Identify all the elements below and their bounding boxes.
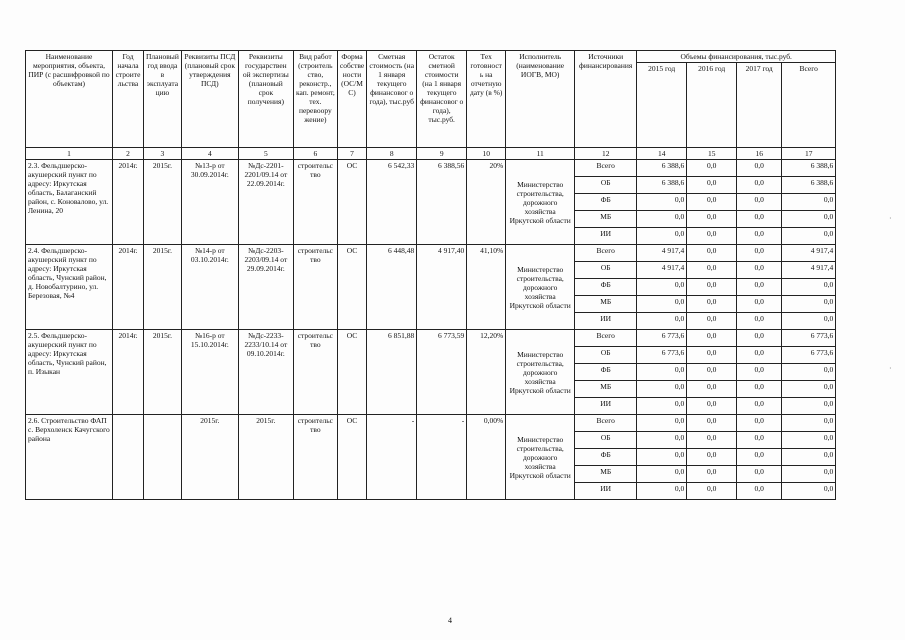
value-2015: 0,0 xyxy=(637,415,687,432)
funding-source: ФБ xyxy=(575,194,637,211)
object-name: 2.4. Фельдшерско-акушерский пункт по адресу: Иркутская область, Чунский район, д. Новобалтурино, ул. Березовая, №4 xyxy=(26,245,113,330)
value-total: 0,0 xyxy=(782,364,836,381)
value-2017: 0,0 xyxy=(737,262,782,279)
ownership: ОС xyxy=(337,160,366,245)
funding-source: ФБ xyxy=(575,279,637,296)
funding-source: ФБ xyxy=(575,449,637,466)
value-2016: 0,0 xyxy=(687,432,737,449)
value-2017: 0,0 xyxy=(737,194,782,211)
value-2017: 0,0 xyxy=(737,211,782,228)
column-number: 17 xyxy=(782,148,836,160)
funding-source: Всего xyxy=(575,415,637,432)
column-number: 15 xyxy=(687,148,737,160)
planned-year: 2015г. xyxy=(144,330,182,415)
value-total: 4 917,4 xyxy=(782,262,836,279)
work-type: строительс тво xyxy=(293,330,337,415)
value-2016: 0,0 xyxy=(687,160,737,177)
value-2015: 0,0 xyxy=(637,466,687,483)
value-total: 0,0 xyxy=(782,296,836,313)
page-number: 4 xyxy=(448,616,452,625)
value-total: 0,0 xyxy=(782,211,836,228)
executor: Министерство строительства, дорожного хозяйства Иркутской области xyxy=(506,160,575,245)
value-total: 0,0 xyxy=(782,466,836,483)
planned-year: 2015г. xyxy=(144,160,182,245)
value-2017: 0,0 xyxy=(737,449,782,466)
header-funding-group: Объемы финансирования, тыс.руб. xyxy=(637,51,836,63)
estimated-cost: 6 851,88 xyxy=(367,330,417,415)
value-2015: 6 773,6 xyxy=(637,347,687,364)
financing-table xyxy=(25,50,836,500)
executor: Министерство строительства, дорожного хозяйства Иркутской области xyxy=(506,245,575,330)
start-year xyxy=(113,415,144,500)
value-2015: 0,0 xyxy=(637,194,687,211)
estimated-cost: 6 542,33 xyxy=(367,160,417,245)
value-2017: 0,0 xyxy=(737,279,782,296)
value-2015: 6 388,6 xyxy=(637,160,687,177)
value-total: 6 773,6 xyxy=(782,347,836,364)
value-total: 6 388,6 xyxy=(782,177,836,194)
value-2016: 0,0 xyxy=(687,364,737,381)
ownership: ОС xyxy=(337,415,366,500)
header-work-type: Вид работ (строитель ство, реконстр., кап. ремонт, тех. перевоору жение) xyxy=(293,51,337,148)
expertise-details: 2015г. xyxy=(238,415,293,500)
value-2015: 0,0 xyxy=(637,364,687,381)
value-2017: 0,0 xyxy=(737,398,782,415)
value-2017: 0,0 xyxy=(737,296,782,313)
psd-details: №14-р от 03.10.2014г. xyxy=(181,245,238,330)
header-ownership: Форма собстве ности (ОС/М С) xyxy=(337,51,366,148)
header-year-2016: 2016 год xyxy=(687,63,737,148)
value-2015: 0,0 xyxy=(637,483,687,500)
value-2015: 0,0 xyxy=(637,228,687,245)
header-year-2017: 2017 год xyxy=(737,63,782,148)
work-type: строительс тво xyxy=(293,415,337,500)
value-2017: 0,0 xyxy=(737,415,782,432)
readiness: 20% xyxy=(467,160,506,245)
value-2016: 0,0 xyxy=(687,177,737,194)
value-total: 0,0 xyxy=(782,313,836,330)
value-2016: 0,0 xyxy=(687,483,737,500)
value-2015: 0,0 xyxy=(637,296,687,313)
start-year: 2014г. xyxy=(113,160,144,245)
header-total: Всего xyxy=(782,63,836,148)
expertise-details: №Дс-2201-2201/09.14 от 22.09.2014г. xyxy=(238,160,293,245)
value-total: 0,0 xyxy=(782,398,836,415)
executor: Министерство строительства, дорожного хозяйства Иркутской области xyxy=(506,415,575,500)
header-estimated-cost: Сметная стоимость (на 1 января текущего финансовог о года), тыс.руб xyxy=(367,51,417,148)
column-number: 6 xyxy=(293,148,337,160)
value-2016: 0,0 xyxy=(687,211,737,228)
value-total: 0,0 xyxy=(782,194,836,211)
header-row-top xyxy=(26,51,836,63)
value-2017: 0,0 xyxy=(737,245,782,262)
header-executor: Исполнитель (наименование ИОГВ, МО) xyxy=(506,51,575,148)
funding-source: МБ xyxy=(575,211,637,228)
remaining-cost: 6 388,56 xyxy=(417,160,467,245)
value-2016: 0,0 xyxy=(687,347,737,364)
scan-speck: · xyxy=(889,214,892,223)
remaining-cost: - xyxy=(417,415,467,500)
funding-source: Всего xyxy=(575,330,637,347)
value-2015: 0,0 xyxy=(637,449,687,466)
value-2016: 0,0 xyxy=(687,262,737,279)
funding-source: ОБ xyxy=(575,347,637,364)
value-2017: 0,0 xyxy=(737,330,782,347)
header-planned-year: Плановый год ввода в эксплуата цию xyxy=(144,51,182,148)
funding-source: ИИ xyxy=(575,398,637,415)
value-2016: 0,0 xyxy=(687,194,737,211)
readiness: 12,20% xyxy=(467,330,506,415)
column-number: 8 xyxy=(367,148,417,160)
start-year: 2014г. xyxy=(113,245,144,330)
value-2016: 0,0 xyxy=(687,449,737,466)
value-2015: 0,0 xyxy=(637,398,687,415)
value-2017: 0,0 xyxy=(737,364,782,381)
value-total: 0,0 xyxy=(782,228,836,245)
value-2016: 0,0 xyxy=(687,398,737,415)
header-psd: Реквизиты ПСД (плановый срок утверждения ПСД) xyxy=(181,51,238,148)
value-total: 6 388,6 xyxy=(782,160,836,177)
header-start-year: Год начала строите льства xyxy=(113,51,144,148)
column-number: 5 xyxy=(238,148,293,160)
funding-source: МБ xyxy=(575,381,637,398)
ownership: ОС xyxy=(337,245,366,330)
funding-source: ОБ xyxy=(575,262,637,279)
column-number: 9 xyxy=(417,148,467,160)
value-2015: 4 917,4 xyxy=(637,245,687,262)
value-total: 0,0 xyxy=(782,432,836,449)
value-2015: 6 388,6 xyxy=(637,177,687,194)
column-number: 12 xyxy=(575,148,637,160)
funding-source: ИИ xyxy=(575,483,637,500)
value-2015: 6 773,6 xyxy=(637,330,687,347)
table-row xyxy=(26,245,836,262)
header-remaining-cost: Остаток сметной стоимости (на 1 января текущего финансовог о года), тыс.руб. xyxy=(417,51,467,148)
value-2017: 0,0 xyxy=(737,313,782,330)
estimated-cost: - xyxy=(367,415,417,500)
value-2016: 0,0 xyxy=(687,245,737,262)
funding-source: ИИ xyxy=(575,313,637,330)
expertise-details: №Дс-2203-2203/09.14 от 29.09.2014г. xyxy=(238,245,293,330)
value-2016: 0,0 xyxy=(687,296,737,313)
readiness: 0,00% xyxy=(467,415,506,500)
object-name: 2.6. Строительство ФАП с. Верхоленск Качугского района xyxy=(26,415,113,500)
value-2017: 0,0 xyxy=(737,347,782,364)
value-2016: 0,0 xyxy=(687,313,737,330)
value-2015: 0,0 xyxy=(637,279,687,296)
header-expertise: Реквизиты государствен ой экспертизы (плановый срок получения) xyxy=(238,51,293,148)
object-name: 2.3. Фельдшерско-акушерский пункт по адресу: Иркутская область, Балаганский район, с. Коновалово, ул. Ленина, 20 xyxy=(26,160,113,245)
value-total: 0,0 xyxy=(782,415,836,432)
value-total: 0,0 xyxy=(782,449,836,466)
funding-source: МБ xyxy=(575,296,637,313)
work-type: строительс тво xyxy=(293,160,337,245)
executor: Министерство строительства, дорожного хозяйства Иркутской области xyxy=(506,330,575,415)
column-number: 7 xyxy=(337,148,366,160)
value-2016: 0,0 xyxy=(687,330,737,347)
header-year-2015: 2015 год xyxy=(637,63,687,148)
value-2015: 0,0 xyxy=(637,313,687,330)
value-total: 6 773,6 xyxy=(782,330,836,347)
funding-source: Всего xyxy=(575,245,637,262)
column-number: 16 xyxy=(737,148,782,160)
table-row xyxy=(26,160,836,177)
planned-year xyxy=(144,415,182,500)
scan-speck: · xyxy=(889,364,892,373)
ownership: ОС xyxy=(337,330,366,415)
header-readiness: Тех готовност ь на отчетную дату (в %) xyxy=(467,51,506,148)
column-number: 1 xyxy=(26,148,113,160)
value-total: 0,0 xyxy=(782,483,836,500)
funding-source: ОБ xyxy=(575,432,637,449)
table-row xyxy=(26,415,836,432)
funding-source: Всего xyxy=(575,160,637,177)
value-total: 4 917,4 xyxy=(782,245,836,262)
column-number: 11 xyxy=(506,148,575,160)
value-2016: 0,0 xyxy=(687,381,737,398)
value-2016: 0,0 xyxy=(687,466,737,483)
value-2016: 0,0 xyxy=(687,415,737,432)
value-2017: 0,0 xyxy=(737,483,782,500)
value-total: 0,0 xyxy=(782,381,836,398)
value-2015: 0,0 xyxy=(637,381,687,398)
psd-details: 2015г. xyxy=(181,415,238,500)
object-name: 2.5. Фельдшерско-акушерский пункт по адресу: Иркутская область, Чунский район, п. Изыкан xyxy=(26,330,113,415)
value-2015: 0,0 xyxy=(637,211,687,228)
table-row xyxy=(26,330,836,347)
value-2017: 0,0 xyxy=(737,466,782,483)
psd-details: №13-р от 30.09.2014г. xyxy=(181,160,238,245)
column-number: 2 xyxy=(113,148,144,160)
value-2016: 0,0 xyxy=(687,228,737,245)
value-total: 0,0 xyxy=(782,279,836,296)
column-number: 10 xyxy=(467,148,506,160)
remaining-cost: 6 773,59 xyxy=(417,330,467,415)
value-2017: 0,0 xyxy=(737,381,782,398)
column-number: 3 xyxy=(144,148,182,160)
header-sources: Источники финансирования xyxy=(575,51,637,148)
value-2016: 0,0 xyxy=(687,279,737,296)
start-year: 2014г. xyxy=(113,330,144,415)
remaining-cost: 4 917,40 xyxy=(417,245,467,330)
value-2015: 4 917,4 xyxy=(637,262,687,279)
funding-source: ИИ xyxy=(575,228,637,245)
value-2017: 0,0 xyxy=(737,432,782,449)
value-2017: 0,0 xyxy=(737,228,782,245)
funding-source: МБ xyxy=(575,466,637,483)
column-number-row xyxy=(26,148,836,160)
header-name: Наименование мероприятия, объекта, ПИР (с расшифровкой по объектам) xyxy=(26,51,113,148)
funding-source: ФБ xyxy=(575,364,637,381)
column-number: 14 xyxy=(637,148,687,160)
value-2017: 0,0 xyxy=(737,177,782,194)
column-number: 4 xyxy=(181,148,238,160)
value-2017: 0,0 xyxy=(737,160,782,177)
value-2015: 0,0 xyxy=(637,432,687,449)
planned-year: 2015г. xyxy=(144,245,182,330)
funding-source: ОБ xyxy=(575,177,637,194)
expertise-details: №Дс-2233-2233/10.14 от 09.10.2014г. xyxy=(238,330,293,415)
estimated-cost: 6 448,48 xyxy=(367,245,417,330)
readiness: 41,10% xyxy=(467,245,506,330)
work-type: строительс тво xyxy=(293,245,337,330)
psd-details: №16-р от 15.10.2014г. xyxy=(181,330,238,415)
